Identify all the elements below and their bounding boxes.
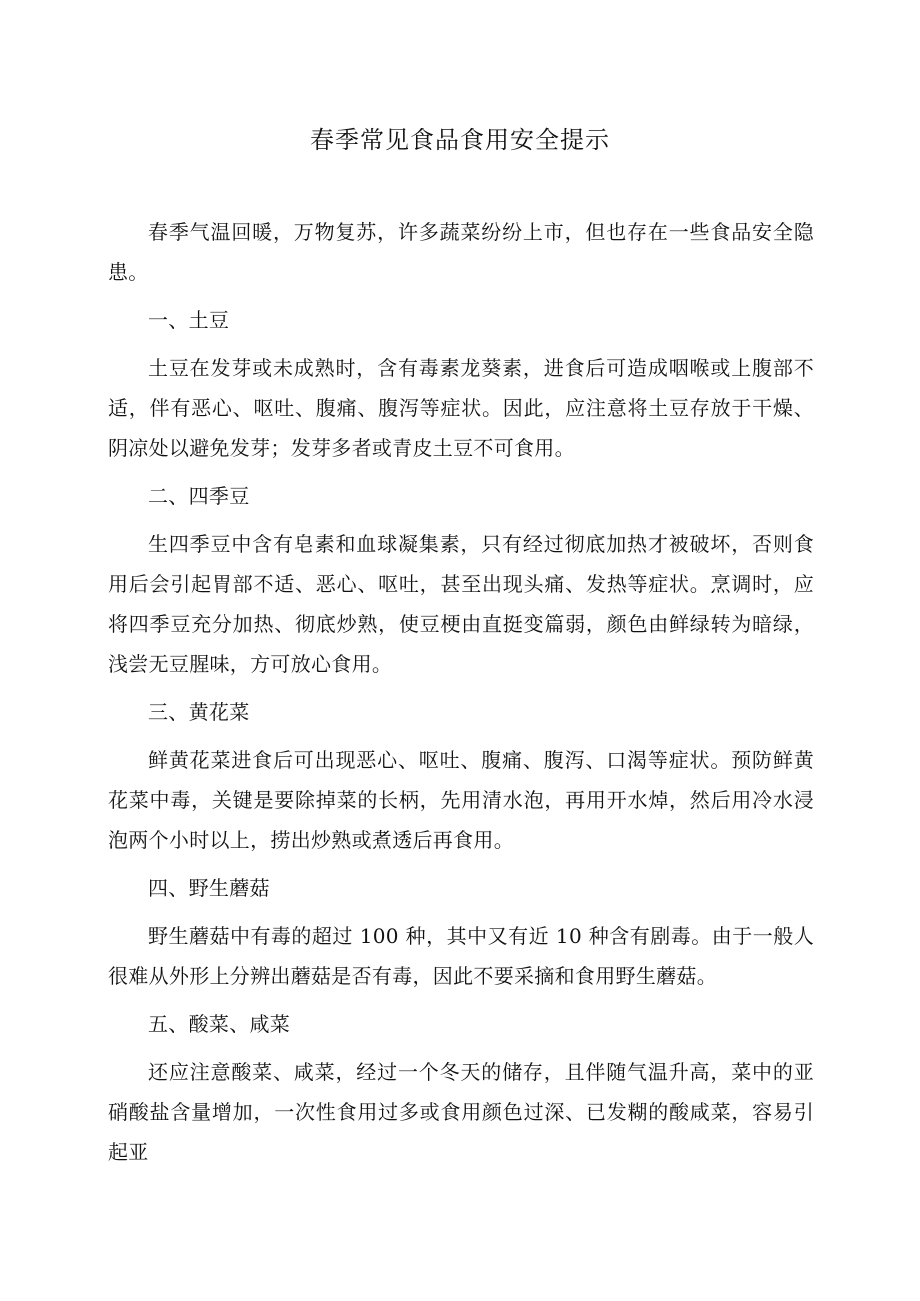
intro-paragraph: 春季气温回暖，万物复苏，许多蔬菜纷纷上市，但也存在一些食品安全隐患。 <box>108 220 814 284</box>
document-body <box>108 212 814 1180</box>
page-title: 春季常见食品食用安全提示 <box>310 126 610 154</box>
section-heading-pickles: 五、酸菜、咸菜 <box>148 1012 291 1036</box>
section-heading-green-beans: 二、四季豆 <box>148 484 250 508</box>
section-heading-daylily: 三、黄花菜 <box>148 700 250 724</box>
section-heading-potato: 一、土豆 <box>148 308 230 332</box>
section-body-green-beans: 生四季豆中含有皂素和血球凝集素，只有经过彻底加热才被破坏，否则食用后会引起胃部不适、恶心、呕吐，甚至出现头痛、发热等症状。烹调时，应将四季豆充分加热、彻底炒熟，使豆梗由直挺变篇弱，颜色由鲜绿转为暗绿，浅尝无豆腥味，方可放心食用。 <box>108 532 814 676</box>
section-body-wild-mushroom: 野生蘑菇中有毒的超过 100 种，其中又有近 10 种含有剧毒。由于一般人很难从外形上分辨出蘑菇是否有毒，因此不要采摘和食用野生蘑菇。 <box>108 924 814 988</box>
section-body-potato: 土豆在发芽或未成熟时，含有毒素龙葵素，进食后可造成咽喉或上腹部不适，伴有恶心、呕吐、腹痛、腹泻等症状。因此，应注意将土豆存放于干燥、阴凉处以避免发芽；发芽多者或青皮土豆不可食用。 <box>108 356 814 460</box>
section-body-pickles: 还应注意酸菜、咸菜，经过一个冬天的储存，且伴随气温升高，菜中的亚硝酸盐含量增加，一次性食用过多或食用颜色过深、已发糊的酸咸菜，容易引起亚 <box>108 1060 814 1164</box>
section-heading-wild-mushroom: 四、野生蘑菇 <box>148 876 270 900</box>
section-body-daylily: 鲜黄花菜进食后可出现恶心、呕吐、腹痛、腹泻、口渴等症状。预防鲜黄花菜中毒，关键是要除掉菜的长柄，先用清水泡，再用开水焯，然后用冷水浸泡两个小时以上，捞出炒熟或煮透后再食用。 <box>108 748 814 852</box>
